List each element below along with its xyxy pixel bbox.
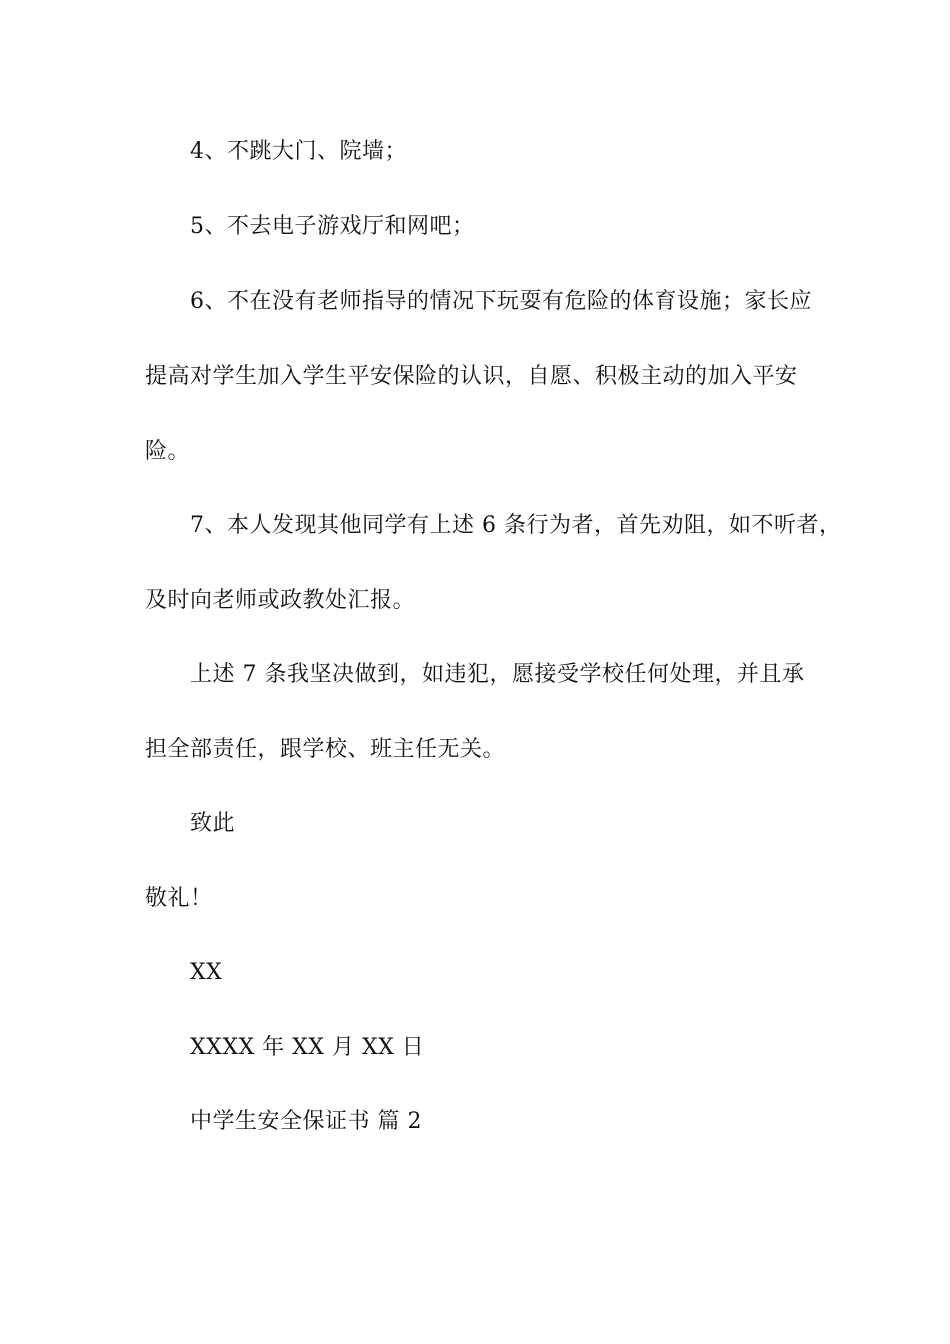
signature-name: XX — [190, 960, 223, 985]
section-heading: 中学生安全保证书 篇 2 — [190, 1109, 422, 1134]
rule-item-7-line-2: 及时向老师或政教处汇报。 — [145, 588, 416, 613]
rule-item-6-line-2: 提高对学生加入学生平安保险的认识，自愿、积极主动的加入平安 — [145, 364, 798, 389]
rule-item-6-line-1: 6、不在没有老师指导的情况下玩耍有危险的体育设施；家长应 — [190, 289, 812, 314]
salutation: 敬礼！ — [145, 886, 213, 911]
rule-item-6-line-3: 险。 — [145, 439, 191, 464]
rule-item-4: 4、不跳大门、院墙； — [190, 139, 407, 164]
rule-item-5: 5、不去电子游戏厅和网吧； — [190, 214, 475, 239]
commitment-line-1: 上述 7 条我坚决做到，如违犯，愿接受学校任何处理，并且承 — [190, 662, 805, 687]
closing-phrase: 致此 — [190, 811, 236, 836]
signature-date: XXXX 年 XX 月 XX 日 — [190, 1035, 425, 1060]
rule-item-7-line-1: 7、本人发现其他同学有上述 6 条行为者，首先劝阻，如不听者， — [190, 513, 842, 538]
commitment-line-2: 担全部责任，跟学校、班主任无关。 — [145, 737, 506, 762]
